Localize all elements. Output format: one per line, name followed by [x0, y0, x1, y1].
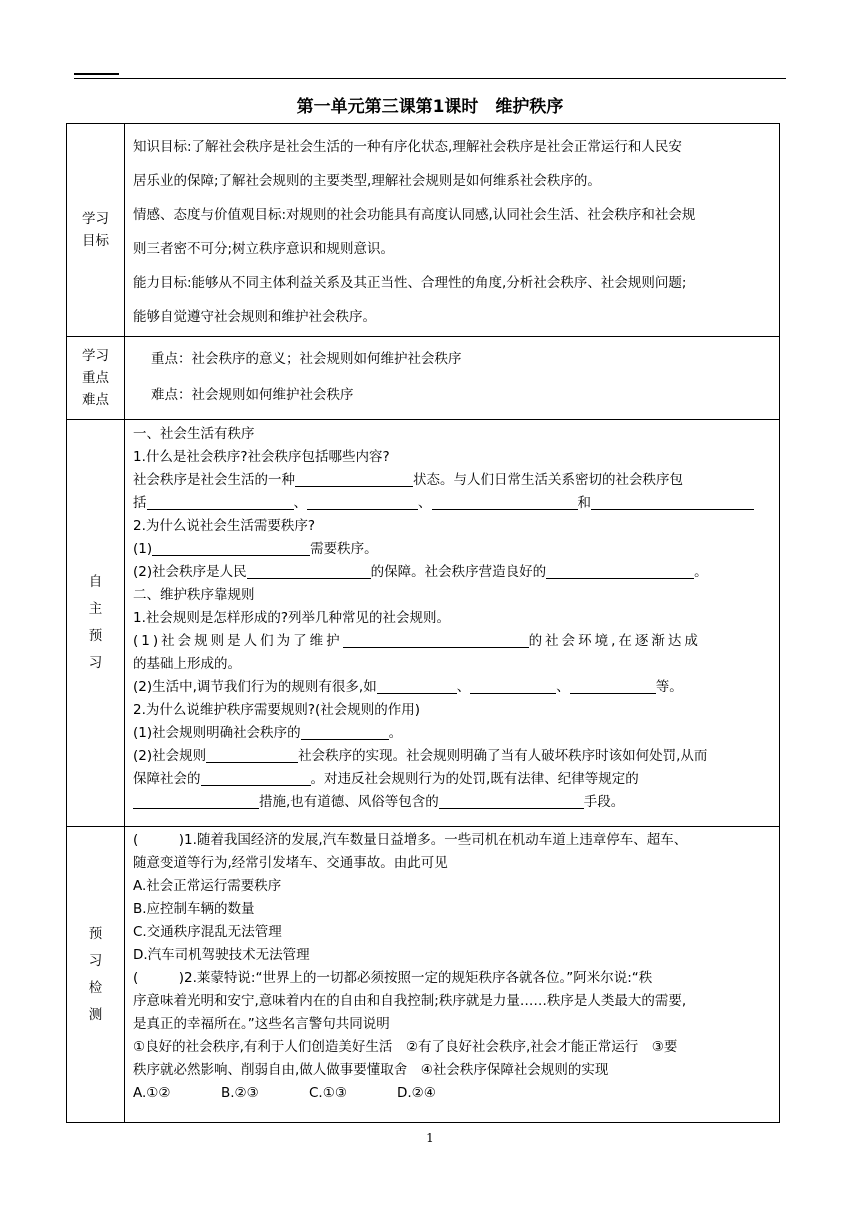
label-line: 主 — [88, 601, 103, 617]
option-a[interactable]: A.①② — [133, 1085, 171, 1101]
key-points-row — [67, 337, 780, 420]
option-b[interactable]: B.应控制车辆的数量 — [133, 901, 255, 917]
question-line: ( )1.随着我国经济的发展,汽车数量日益增多。一些司机在机动车道上违章停车、超车、 — [133, 832, 688, 848]
options-row — [133, 1082, 773, 1105]
answer-line: 的基础上形成的。 — [133, 656, 241, 672]
answer-line — [133, 630, 773, 653]
text: 需要秩序。 — [310, 541, 378, 557]
text: 社会秩序是社会生活的一种 — [133, 472, 295, 488]
question-line: 秩序就必然影响、削弱自由,做人做事要懂取舍 ④社会秩序保障社会规则的实现 — [133, 1062, 609, 1078]
test-content — [125, 827, 780, 1123]
text: 、 — [293, 495, 307, 511]
header-rule — [74, 78, 786, 79]
label-line: 重点 — [82, 370, 109, 386]
key-points-label — [67, 337, 125, 420]
question: 2.为什么说维护秩序需要规则?(社会规则的作用) — [133, 702, 421, 718]
fill-blank[interactable] — [301, 724, 389, 740]
fill-blank[interactable] — [206, 747, 298, 763]
goal-line: 居乐业的保障;了解社会规则的主要类型,理解社会规则是如何维系社会秩序的。 — [133, 173, 601, 189]
label-line: 目标 — [82, 233, 109, 249]
goal-line: 能力目标:能够从不同主体利益关系及其正当性、合理性的角度,分析社会秩序、社会规则问题; — [133, 275, 687, 291]
label-line: 检 — [88, 979, 103, 996]
fill-blank[interactable] — [295, 471, 413, 487]
header-rule-short — [74, 73, 119, 75]
question-line: ①良好的社会秩序,有利于人们创造美好生活 ②有了良好社会秩序,社会才能正常运行 ③要 — [133, 1039, 678, 1055]
section-heading: 二、维护秩序靠规则 — [133, 587, 255, 603]
text: 。 — [388, 725, 403, 741]
fill-blank[interactable] — [201, 770, 311, 786]
difficulty-text: 难点：社会规则如何维护社会秩序 — [151, 387, 354, 403]
answer-line — [133, 768, 773, 791]
test-row — [67, 827, 780, 1123]
section-heading: 一、社会生活有秩序 — [133, 426, 255, 442]
goal-line: 知识目标:了解社会秩序是社会生活的一种有序化状态,理解社会秩序是社会正常运行和人民安 — [133, 139, 682, 155]
question-line: 是真正的幸福所在。”这些名言警句共同说明 — [133, 1016, 390, 1032]
label-line: 预 — [88, 628, 103, 644]
text: 等。 — [655, 679, 683, 695]
text: (1)社会规则是人们为了维护 — [133, 633, 343, 649]
text: 社会秩序的实现。社会规则明确了当有人破坏秩序时该如何处罚,从而 — [298, 748, 708, 764]
answer-line — [133, 538, 773, 561]
text: (2)社会秩序是人民 — [133, 564, 247, 580]
key-points-content — [125, 337, 780, 420]
option-d[interactable]: D.②④ — [397, 1085, 436, 1101]
label-line: 自 — [88, 574, 103, 590]
fill-blank[interactable] — [343, 632, 529, 648]
fill-blank[interactable] — [133, 793, 259, 809]
focus-text: 重点：社会秩序的意义；社会规则如何维护社会秩序 — [151, 351, 462, 367]
text: 。对违反社会规则行为的处罚,既有法律、纪律等规定的 — [310, 771, 639, 787]
text: 保障社会的 — [133, 771, 201, 787]
page-number: 1 — [426, 1131, 434, 1145]
question: 1.什么是社会秩序?社会秩序包括哪些内容? — [133, 449, 390, 465]
question-line: ( )2.莱蒙特说:“世界上的一切都必须按照一定的规矩秩序各就各位。”阿米尔说:“秩 — [133, 970, 653, 986]
text: 措施,也有道德、风俗等包含的 — [259, 794, 439, 810]
answer-line — [133, 791, 773, 814]
text: (1) — [133, 541, 153, 557]
label-line: 预 — [88, 925, 103, 942]
fill-blank[interactable] — [546, 563, 694, 579]
question-line: 随意变道等行为,经常引发堵车、交通事故。由此可见 — [133, 855, 448, 871]
option-b[interactable]: B.②③ — [221, 1085, 259, 1101]
fill-blank[interactable] — [570, 678, 656, 694]
label-line: 学习 — [82, 211, 109, 227]
label-line: 习 — [88, 952, 103, 969]
answer-line — [133, 561, 773, 584]
fill-blank[interactable] — [470, 678, 556, 694]
fill-blank[interactable] — [152, 540, 310, 556]
question: 1.社会规则是怎样形成的?列举几种常见的社会规则。 — [133, 610, 451, 626]
page-title: 第一单元第三课第1课时 维护秩序 — [296, 97, 564, 117]
text: (1)社会规则明确社会秩序的 — [133, 725, 301, 741]
option-d[interactable]: D.汽车司机驾驶技术无法管理 — [133, 947, 310, 963]
text: 状态。与人们日常生活关系密切的社会秩序包 — [413, 472, 683, 488]
text: (2)社会规则 — [133, 748, 207, 764]
answer-line — [133, 492, 773, 515]
goal-line: 则三者密不可分;树立秩序意识和规则意识。 — [133, 241, 395, 257]
fill-blank[interactable] — [377, 678, 457, 694]
label-line: 习 — [88, 655, 103, 671]
fill-blank[interactable] — [307, 494, 418, 510]
preview-label — [67, 420, 125, 827]
text: 、 — [456, 679, 471, 695]
option-c[interactable]: C.①③ — [309, 1085, 347, 1101]
fill-blank[interactable] — [247, 563, 371, 579]
fill-blank[interactable] — [147, 494, 294, 510]
answer-line — [133, 676, 773, 699]
fill-blank[interactable] — [439, 793, 584, 809]
option-a[interactable]: A.社会正常运行需要秩序 — [133, 878, 282, 894]
goal-line: 情感、态度与价值观目标:对规则的社会功能具有高度认同感,认同社会生活、社会秩序和社会规 — [133, 207, 696, 223]
label-line: 学习 — [82, 348, 109, 364]
fill-blank[interactable] — [432, 494, 578, 510]
preview-content — [125, 420, 780, 827]
answer-line — [133, 722, 773, 745]
fill-blank[interactable] — [591, 494, 754, 510]
text: 、 — [418, 495, 432, 511]
question: 2.为什么说社会生活需要秩序? — [133, 518, 316, 534]
answer-line — [133, 469, 773, 492]
goal-line: 能够自觉遵守社会规则和维护社会秩序。 — [133, 309, 376, 325]
text: (2)生活中,调节我们行为的规则有很多,如 — [133, 679, 377, 695]
question-line: 序意味着光明和安宁,意味着内在的自由和自我控制;秩序就是力量……秩序是人类最大的需要, — [133, 993, 687, 1009]
text: 和 — [577, 495, 591, 511]
test-label — [67, 827, 125, 1123]
label-line: 难点 — [82, 392, 109, 408]
answer-line — [133, 745, 773, 768]
preview-row — [67, 420, 780, 827]
text: 的保障。社会秩序营造良好的 — [370, 564, 547, 580]
goals-content — [125, 124, 780, 337]
goals-row — [67, 124, 780, 337]
text: 。 — [694, 564, 708, 580]
text: 、 — [556, 679, 570, 695]
label-line: 测 — [88, 1006, 103, 1023]
option-c[interactable]: C.交通秩序混乱无法管理 — [133, 924, 282, 940]
lesson-plan-table — [66, 123, 780, 1123]
text: 手段。 — [583, 794, 625, 810]
text: 括 — [133, 495, 147, 511]
text: 的社会环境,在逐渐达成 — [528, 633, 701, 649]
goals-label — [67, 124, 125, 337]
